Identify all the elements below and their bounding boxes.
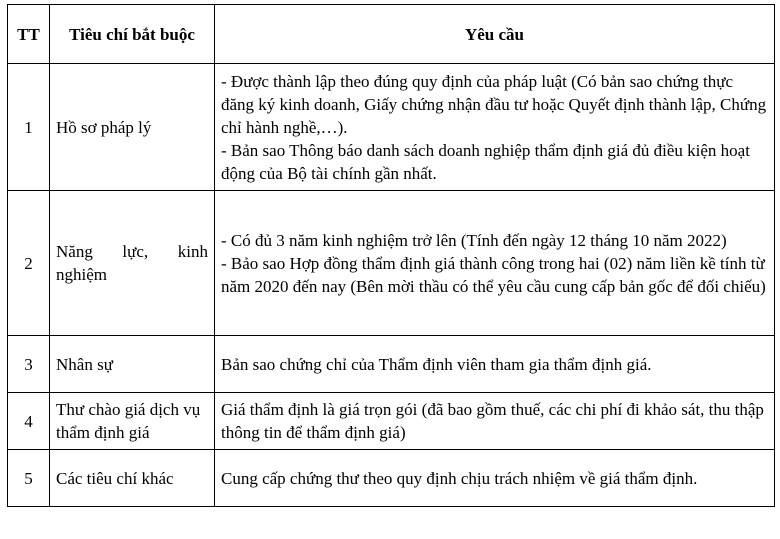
requirement-line: - Bản sao Thông báo danh sách doanh nghiệp thẩm định giá đủ điều kiện hoạt động của Bộ tài chính gần nhất. — [221, 140, 750, 183]
criteria-table — [7, 4, 775, 507]
requirement-line: - Có đủ 3 năm kinh nghiệm trở lên (Tính đến ngày 12 tháng 10 năm 2022) — [221, 230, 727, 250]
requirement-cell — [215, 64, 775, 191]
requirement-line: Bản sao chứng chỉ của Thẩm định viên tham gia thẩm định giá. — [221, 354, 652, 374]
table-row — [8, 393, 775, 450]
requirement-line: - Được thành lập theo đúng quy định của pháp luật (Có bản sao chứng thực đăng ký kinh doanh, Giấy chứng nhận đầu tư hoặc Quyết định thành lập, Chứng chỉ hành nghề,…). — [221, 71, 767, 137]
row-number: 4 — [8, 393, 50, 450]
row-number: 3 — [8, 336, 50, 393]
row-number: 1 — [8, 64, 50, 191]
row-number: 2 — [8, 191, 50, 336]
row-number: 5 — [8, 450, 50, 507]
header-row — [8, 5, 775, 64]
table-row — [8, 450, 775, 507]
header-criteria: Tiêu chí bắt buộc — [50, 5, 215, 64]
criteria-cell: Năng lực, kinh nghiệm — [50, 191, 215, 336]
header-tt: TT — [8, 5, 50, 64]
criteria-cell: Các tiêu chí khác — [50, 450, 215, 507]
requirement-line: Giá thẩm định là giá trọn gói (đã bao gồm thuế, các chi phí đi khảo sát, thu thập thông tin để thẩm định giá) — [221, 400, 764, 442]
criteria-cell: Thư chào giá dịch vụ thẩm định giá — [50, 393, 215, 450]
table-row — [8, 191, 775, 336]
requirement-line: - Bảo sao Hợp đồng thẩm định giá thành công trong hai (02) năm liền kề tính từ năm 2020 đến nay (Bên mời thầu có thể yêu cầu cung cấp bản gốc để đối chiếu) — [221, 253, 766, 296]
requirement-line: Cung cấp chứng thư theo quy định chịu trách nhiệm về giá thẩm định. — [221, 468, 698, 488]
criteria-cell: Nhân sự — [50, 336, 215, 393]
requirement-cell — [215, 191, 775, 336]
header-requirement: Yêu cầu — [215, 5, 775, 64]
requirement-cell — [215, 336, 775, 393]
requirement-cell — [215, 393, 775, 450]
requirement-cell — [215, 450, 775, 507]
table-row — [8, 336, 775, 393]
table-row — [8, 64, 775, 191]
criteria-cell: Hồ sơ pháp lý — [50, 64, 215, 191]
